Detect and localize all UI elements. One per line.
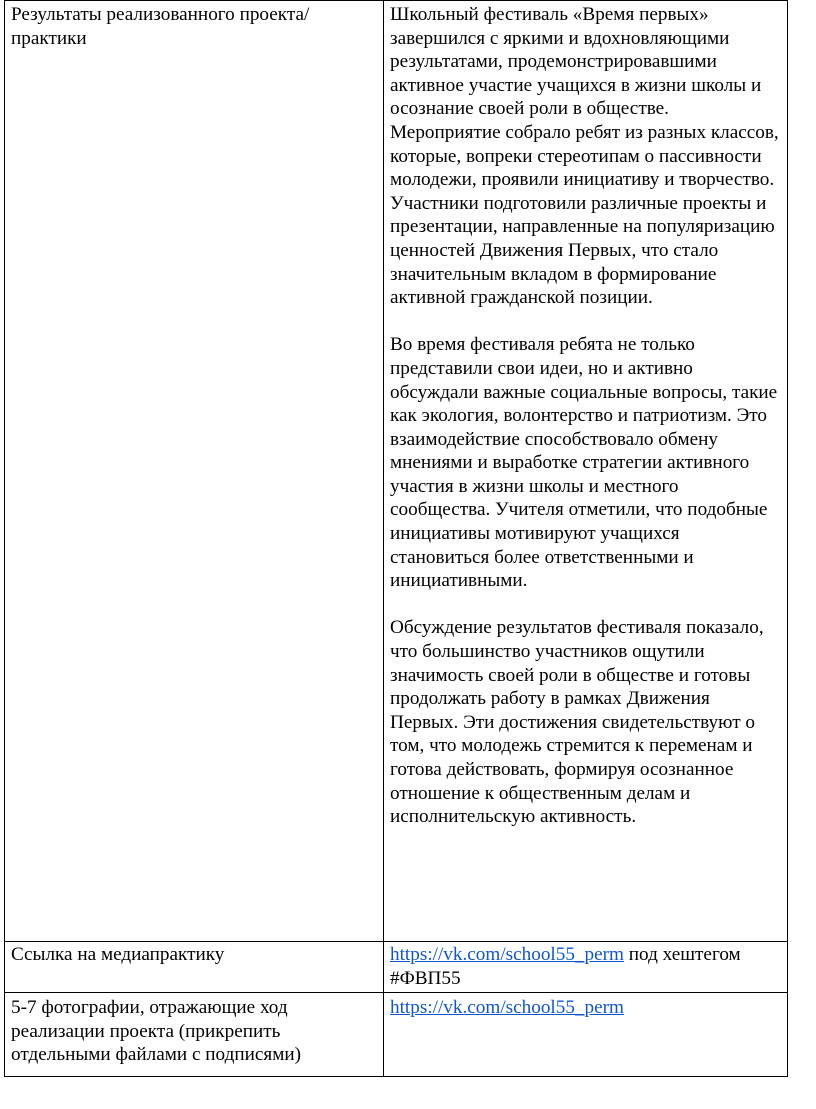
results-row: [5, 1, 788, 942]
results-paragraph-2: Во время фестиваля ребята не только представили свои идеи, но и активно обсуждали важные социальные вопросы, такие как экология, волонтерство и патриотизм. Это взаимодействие способствовало обмену мнениями и выработке стратегии активного участия в жизни школы и местного сообщества. Учителя отметили, что подобные инициативы мотивируют учащихся становиться более ответственными и инициативными.: [390, 334, 778, 592]
photos-row: [5, 993, 788, 1077]
photos-label-cell: [5, 993, 384, 1077]
results-label: Результаты реализованного проекта/практики: [11, 4, 310, 49]
results-paragraph-3: Обсуждение результатов фестиваля показало, что большинство участников ощутили значимость своей роли в обществе и готовы продолжать работу в рамках Движения Первых. Эти достижения свидетельствуют о том, что молодежь стремится к переменам и готова действовать, формируя осознанное отношение к общественным делам и исполнительскую активность.: [390, 617, 764, 828]
media-row: [5, 942, 788, 993]
media-link-cell: [384, 942, 788, 993]
media-link[interactable]: https://vk.com/school55_perm: [390, 944, 624, 965]
photos-link[interactable]: https://vk.com/school55_perm: [390, 997, 624, 1019]
results-text-cell: [384, 1, 788, 942]
results-paragraph-1: Школьный фестиваль «Время первых» завершился с яркими и вдохновляющими результатами, продемонстрировавшими активное участие учащихся в жизни школы и осознание своей роли в обществе. Мероприятие собрало ребят из разных классов, которые, вопреки стереотипам о пассивности молодежи, проявили инициативу и творчество. Участники подготовили различные проекты и презентации, направленные на популяризацию ценностей Движения Первых, что стало значительным вкладом в формирование активной гражданской позиции.: [390, 4, 779, 309]
results-label-cell: [5, 1, 384, 942]
media-hashtag-text: под хештегом #ФВП55: [390, 944, 741, 989]
photos-link-cell: [384, 993, 788, 1077]
photos-label: 5-7 фотографии, отражающие ход реализации проекта (прикрепить отдельными файлами с подписями): [11, 997, 302, 1066]
media-label-cell: [5, 942, 384, 993]
project-report-table: [4, 0, 788, 1077]
media-label: Ссылка на медиапрактику: [11, 944, 225, 965]
